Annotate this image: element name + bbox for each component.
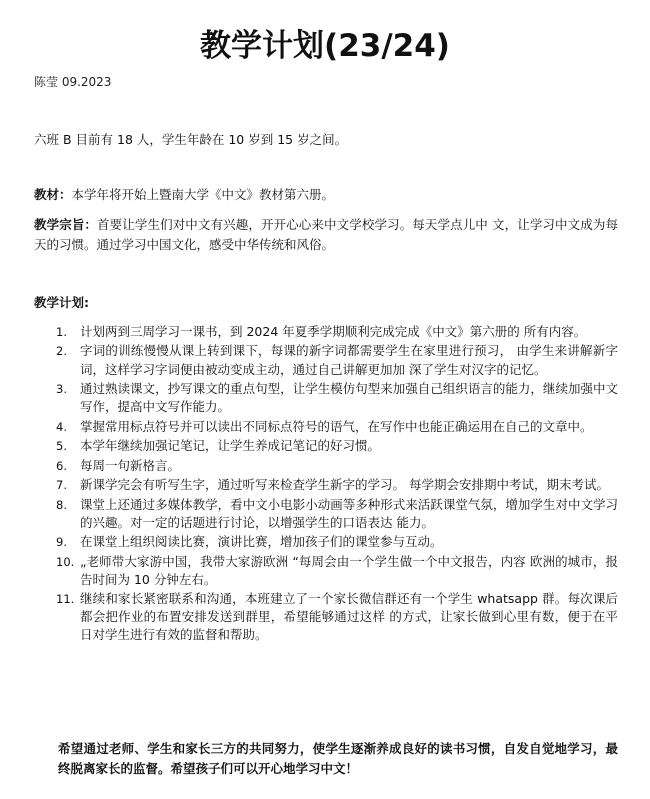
teaching-plan-heading: 教学计划: bbox=[34, 295, 89, 310]
plan-item-number: 8. bbox=[56, 497, 67, 512]
textbook-text: 本学年将开始上暨南大学《中文》教材第六册。 bbox=[71, 187, 335, 202]
plan-item-text: 字词的训练慢慢从课上转到课下，每课的新字词都需要学生在家里进行预习， 由学生来讲解新字词，这样学习字词便由被动变成主动，通过自己讲解更加加 深了学生对汉字的记忆。 bbox=[80, 343, 618, 377]
plan-item bbox=[34, 457, 618, 475]
plan-item-number: 10. bbox=[56, 554, 75, 569]
teaching-purpose-text: 首要让学生们对中文有兴趣，开开心心来中文学校学习。每天学点儿中 文，让学习中文成为每天的习惯。通过学习中国文化，感受中华传统和风俗。 bbox=[34, 217, 618, 252]
author-date: 陈莹 09.2023 bbox=[34, 75, 112, 89]
plan-item-number: 3. bbox=[56, 382, 67, 397]
plan-item-text: 计划两到三周学习一课书，到 2024 年夏季学期顺利完成完成《中文》第六册的 所有内容。 bbox=[80, 324, 587, 339]
textbook-paragraph bbox=[34, 186, 334, 204]
plan-item-text: 掌握常用标点符号并可以读出不同标点符号的语气，在写作中也能正确运用在自己的文章中。 bbox=[80, 418, 593, 434]
plan-item bbox=[34, 380, 618, 416]
plan-item bbox=[34, 418, 618, 436]
plan-item-number: 2. bbox=[56, 344, 67, 359]
plan-item-number: 1. bbox=[56, 325, 67, 339]
teaching-purpose-paragraph bbox=[34, 215, 618, 255]
plan-item-number: 7. bbox=[56, 478, 67, 493]
closing-statement: 希望通过老师、学生和家长三方的共同努力，使学生逐渐养成良好的读书习惯，自发自觉地学习，最终脱离家长的监督。希望孩子们可以开心地学习中文！ bbox=[58, 741, 618, 776]
plan-item bbox=[34, 496, 618, 532]
plan-item bbox=[34, 476, 618, 494]
class-intro: 六班 B 目前有 18 人，学生年龄在 10 岁到 15 岁之间。 bbox=[34, 132, 348, 147]
plan-item-text: „老师带大家游中国，我带大家游欧洲 “每周会由一个学生做一个中文报告，内容 欧洲的城市，报告时间为 10 分钟左右。 bbox=[80, 553, 618, 587]
plan-item-number: 9. bbox=[56, 535, 67, 550]
plan-item-text: 本学年继续加强记笔记，让学生养成记笔记的好习惯。 bbox=[80, 438, 381, 454]
plan-item bbox=[34, 342, 618, 378]
plan-item-text: 新课学完会有听写生字，通过听写来检查学生新字的学习。 每学期会安排期中考试，期末考试。 bbox=[80, 477, 609, 493]
plan-item bbox=[34, 437, 618, 455]
plan-item bbox=[34, 323, 618, 341]
plan-item-number: 11. bbox=[56, 592, 75, 607]
plan-item-number: 6. bbox=[56, 458, 67, 473]
plan-item-text: 每周一句新格言。 bbox=[80, 457, 181, 473]
plan-item-text: 在课堂上组织阅读比赛，演讲比赛，增加孩子们的课堂参与互动。 bbox=[80, 534, 443, 550]
document-title: 教学计划(23/24) bbox=[200, 28, 450, 64]
teaching-purpose-label: 教学宗旨： bbox=[34, 217, 98, 232]
plan-item-text: 课堂上还通过多媒体教学，看中文小电影小动画等多种形式来活跃课堂气氛，增加学生对中文学习的兴趣。对一定的话题进行讨论，以增强学生的口语表达 能力。 bbox=[80, 496, 618, 530]
plan-item bbox=[34, 553, 618, 589]
teaching-plan-list bbox=[34, 323, 618, 646]
plan-item bbox=[34, 533, 618, 551]
plan-item-number: 5. bbox=[56, 439, 67, 454]
plan-item bbox=[34, 590, 618, 644]
textbook-label: 教材： bbox=[34, 187, 72, 202]
plan-item-text: 继续和家长紧密联系和沟通，本班建立了一个家长微信群还有一个学生 whatsapp 群。每次课后都会把作业的布置安排发送到群里，希望能够通过这样 的方式，让家长做到心里有数，便于在平日对学生进行有效的监督和帮助。 bbox=[80, 591, 618, 643]
plan-item-number: 4. bbox=[56, 419, 67, 434]
plan-item-text: 通过熟读课文，抄写课文的重点句型，让学生模仿句型来加强自己组织语言的能力，继续加强中文写作，提高中文写作能力。 bbox=[80, 381, 618, 415]
